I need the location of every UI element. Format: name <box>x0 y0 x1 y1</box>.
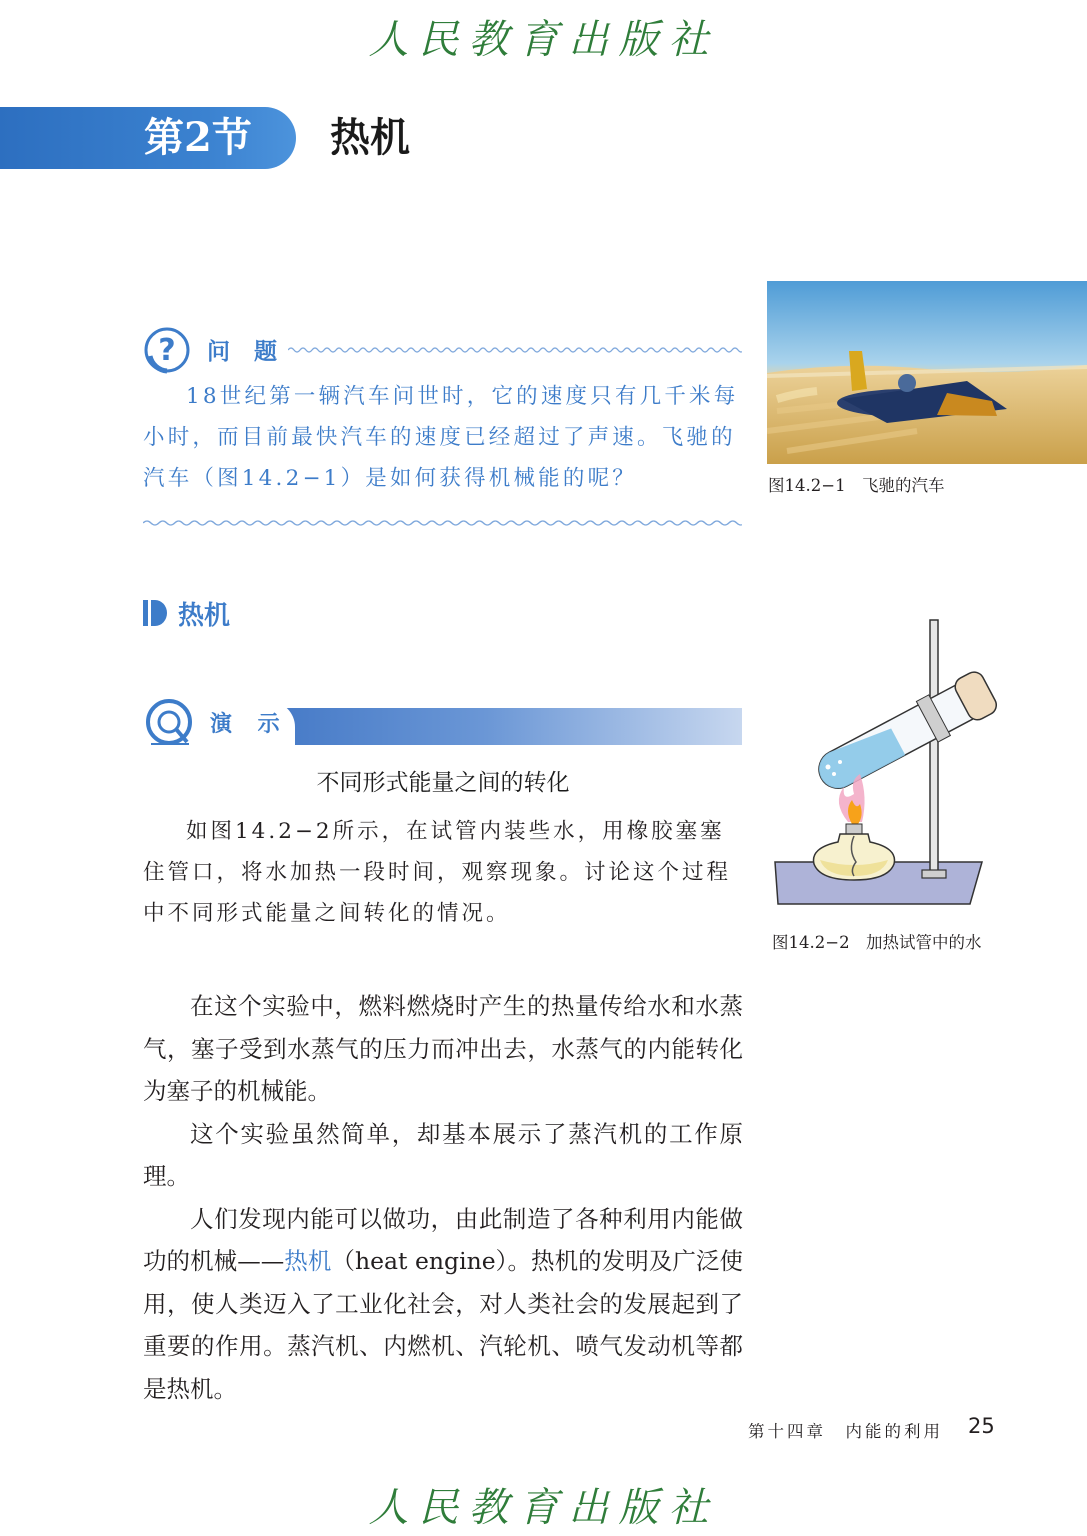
question-top-rule <box>288 346 742 354</box>
speeding-car-image <box>767 281 1087 464</box>
section-number: 第2节 <box>144 114 252 161</box>
figure-1-caption: 图14.2−1 飞驰的汽车 <box>768 476 945 495</box>
key-term-heat-engine: 热机 <box>284 1247 332 1275</box>
magnifier-icon <box>143 698 195 750</box>
footer-chapter: 第十四章 内能的利用 <box>748 1422 943 1441</box>
subsection-title: 热机 <box>178 601 231 631</box>
publisher-logo-top: 人民教育出版社 <box>368 17 719 63</box>
body-text-span: （heat engine）。热机的发明及广泛使用，使人类迈入了工业化社会，对人类社会的发展起到了重要的作用。蒸汽机、内燃机、汽轮机、喷气发动机等都是热机。 <box>143 1247 743 1403</box>
figure-2-caption: 图14.2−2 加热试管中的水 <box>772 933 982 952</box>
demo-title: 不同形式能量之间的转化 <box>316 770 570 796</box>
body-paragraph <box>143 1198 743 1411</box>
section-title: 热机 <box>330 114 410 161</box>
body-text <box>143 985 743 1410</box>
page-number: 25 <box>968 1414 995 1438</box>
demo-banner <box>232 708 742 745</box>
question-bottom-rule <box>143 519 742 527</box>
question-label: 问 题 <box>207 339 286 365</box>
publisher-logo-bottom: 人民教育出版社 <box>368 1485 719 1531</box>
question-icon <box>143 326 191 374</box>
heating-test-tube-figure <box>770 612 1000 914</box>
svg-text:?: ? <box>158 333 176 368</box>
body-text-span: 人们发现内能可以做功，由此制造了各种利用内能做功的机械—— <box>143 1204 743 1275</box>
demo-text: 如图14.2−2所示，在试管内装些水，用橡胶塞塞住管口，将水加热一段时间，观察现象。讨论这个过程中不同形式能量之间转化的情况。 <box>143 819 732 926</box>
question-text: 18世纪第一辆汽车问世时，它的速度只有几千米每小时，而目前最快汽车的速度已经超过了声速。飞驰的汽车（图14.2−1）是如何获得机械能的呢？ <box>143 384 739 491</box>
body-paragraph: 在这个实验中，燃料燃烧时产生的热量传给水和水蒸气，塞子受到水蒸气的压力而冲出去，水蒸气的内能转化为塞子的机械能。 <box>143 992 743 1105</box>
body-paragraph: 这个实验虽然简单，却基本展示了蒸汽机的工作原理。 <box>143 1119 743 1190</box>
section-marker-icon <box>143 600 167 626</box>
demo-label: 演 示 <box>210 712 289 737</box>
